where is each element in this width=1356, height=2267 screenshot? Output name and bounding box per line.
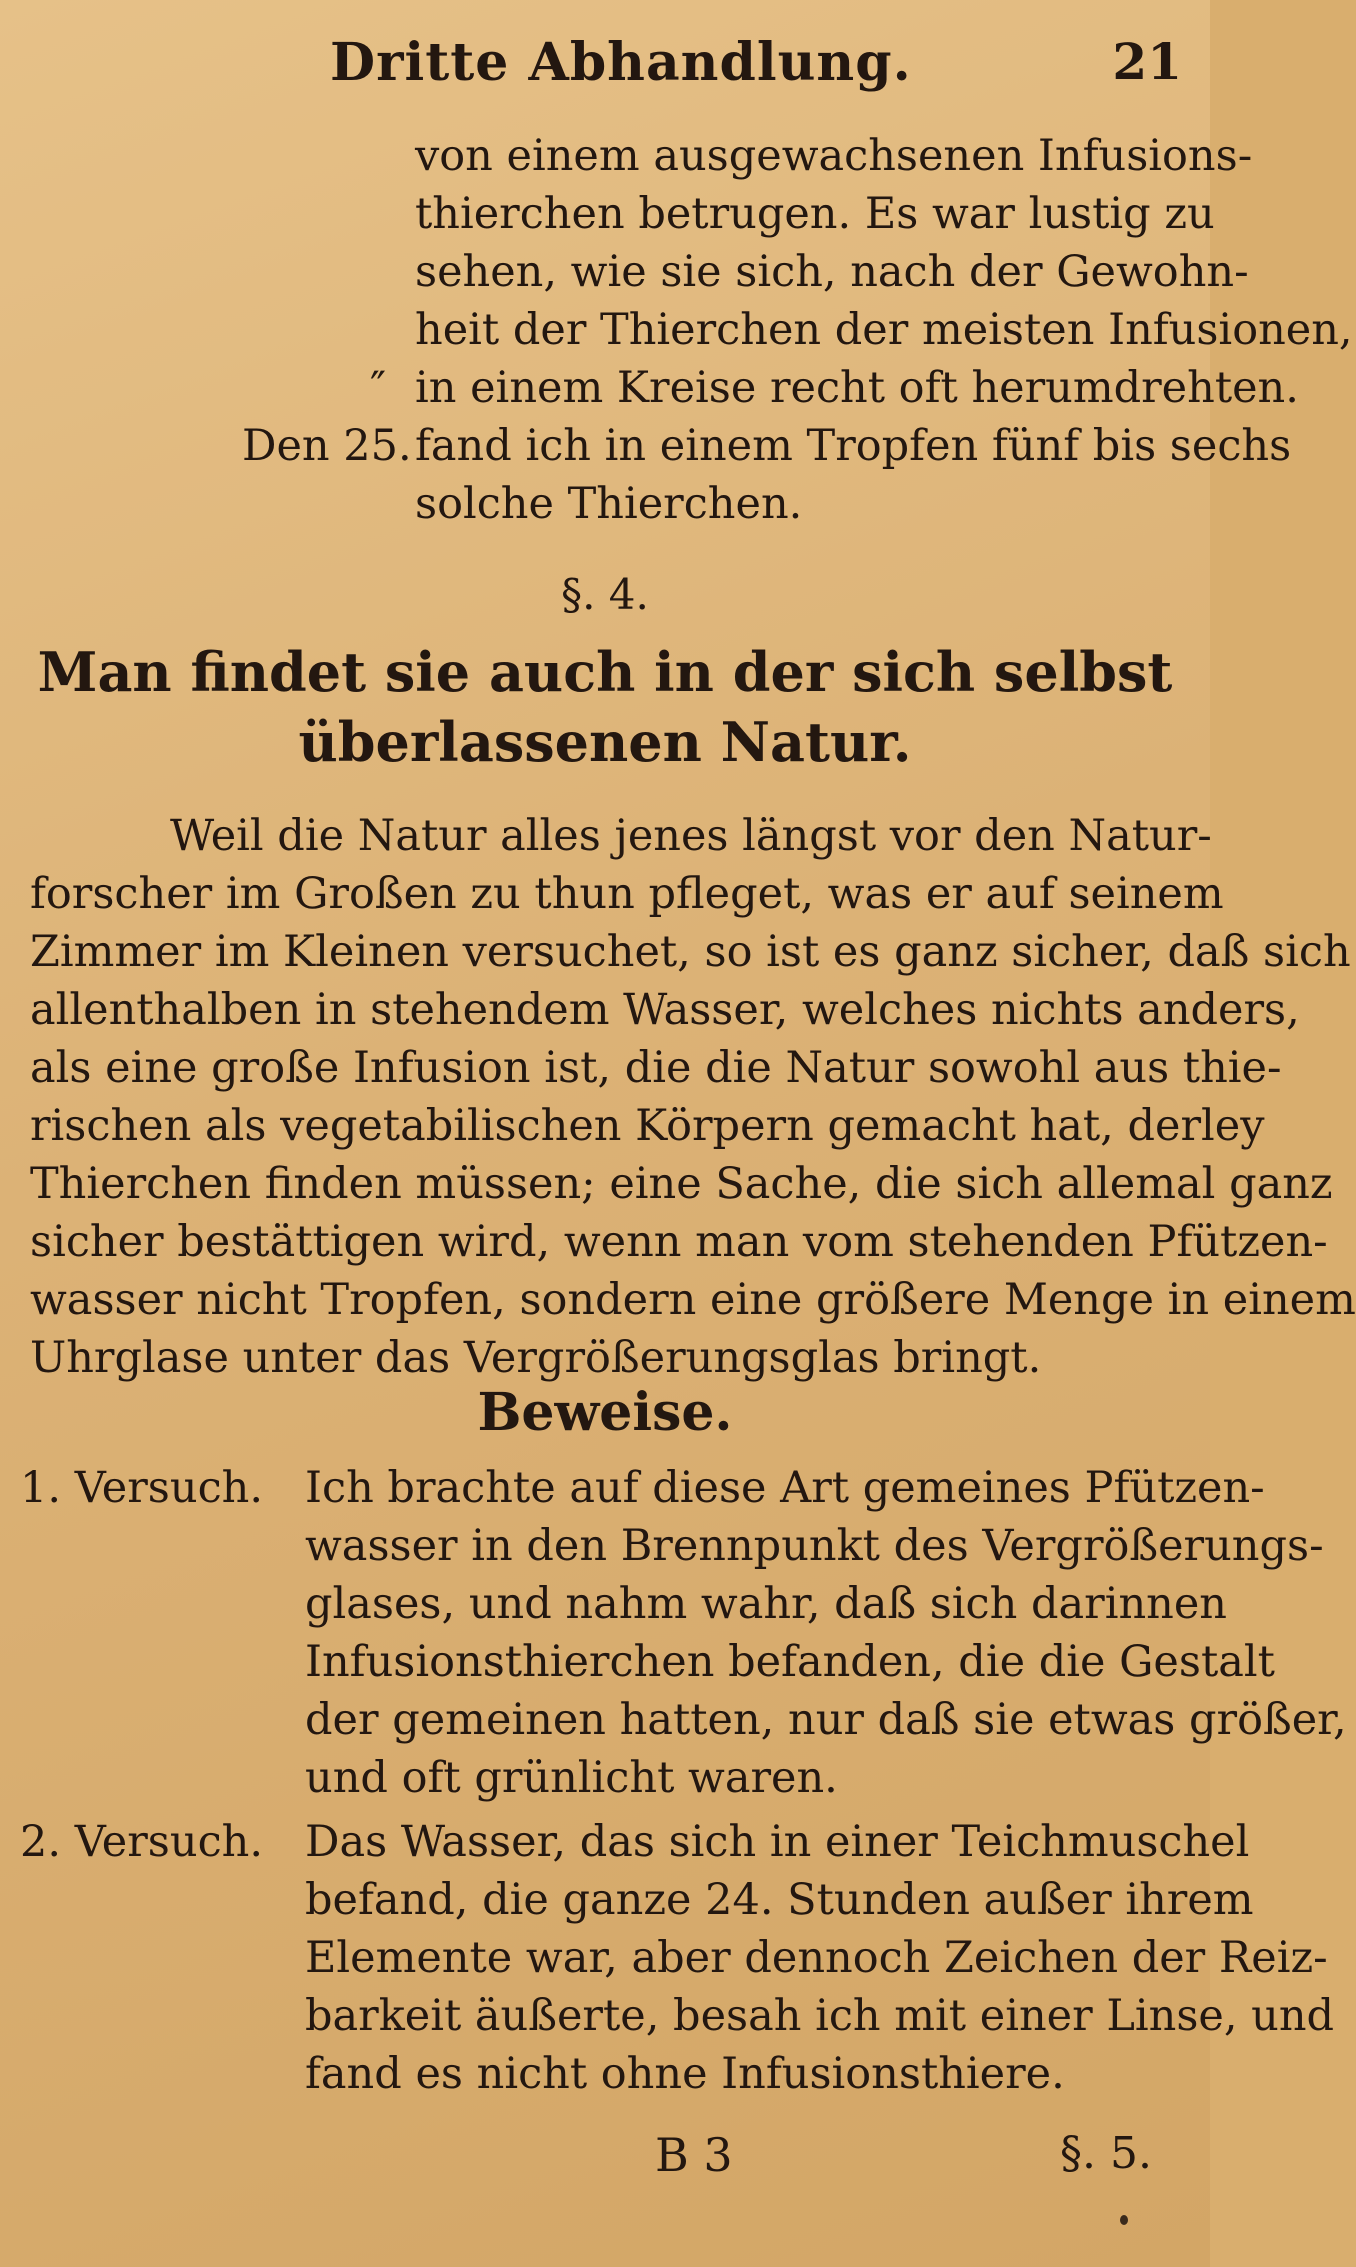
experiment-line: und oft grünlicht waren.: [305, 1753, 838, 1803]
section-title-line: Man findet sie auch in der sich selbst: [37, 640, 1173, 704]
ink-spot: [1120, 2215, 1128, 2225]
paragraph-line: sicher bestättigen wird, wenn man vom stehenden Pfützen-: [30, 1217, 1328, 1267]
proofs-heading: Beweise.: [477, 1382, 733, 1443]
paragraph-line: Weil die Natur alles jenes längst vor den Natur-: [170, 811, 1212, 861]
experiment-line: der gemeinen hatten, nur daß sie etwas größer,: [305, 1695, 1347, 1745]
experiment-label: 1. Versuch.: [20, 1463, 264, 1513]
experiment-label: 2. Versuch.: [20, 1817, 264, 1867]
page-number: 21: [1112, 32, 1182, 91]
intro-line: sehen, wie sie sich, nach der Gewohn-: [415, 247, 1249, 297]
experiment-line: Ich brachte auf diese Art gemeines Pfützen-: [305, 1463, 1265, 1513]
paragraph-line: Thierchen finden müssen; eine Sache, die sich allemal ganz: [30, 1159, 1333, 1209]
paragraph-line: forscher im Großen zu thun pfleget, was er auf seinem: [30, 869, 1224, 919]
page-header: [0, 22, 1210, 102]
page-footer: [0, 2128, 1210, 2208]
intro-line: in einem Kreise recht oft herumdrehten.: [415, 363, 1299, 413]
paragraph-line: Uhrglase unter das Vergrößerungsglas bringt.: [30, 1333, 1042, 1383]
signature-mark: B 3: [655, 2128, 733, 2182]
paragraph-line: als eine große Infusion ist, die die Natur sowohl aus thie-: [30, 1043, 1282, 1093]
intro-line: von einem ausgewachsenen Infusions-: [415, 131, 1253, 181]
experiment-line: Infusionsthierchen befanden, die die Gestalt: [305, 1637, 1275, 1687]
experiment-line: Elemente war, aber dennoch Zeichen der Reiz-: [305, 1933, 1328, 1983]
experiment-line: wasser in den Brennpunkt des Vergrößerungs-: [305, 1521, 1324, 1571]
running-title: Dritte Abhandlung.: [330, 32, 912, 93]
intro-line: heit der Thierchen der meisten Infusionen,: [415, 305, 1353, 355]
experiment-line: fand es nicht ohne Infusionsthiere.: [305, 2049, 1065, 2099]
paragraph-line: allenthalben in stehendem Wasser, welches nichts anders,: [30, 985, 1300, 1035]
section-title-line: überlassenen Natur.: [298, 710, 912, 774]
experiment-line: Das Wasser, das sich in einer Teichmuschel: [305, 1817, 1250, 1867]
section-number: §. 4.: [561, 570, 649, 619]
intro-line: fand ich in einem Tropfen fünf bis sechs: [415, 421, 1292, 471]
intro-line: solche Thierchen.: [415, 479, 803, 529]
paragraph-line: wasser nicht Tropfen, sondern eine größere Menge in einem: [30, 1275, 1356, 1325]
experiment-line: befand, die ganze 24. Stunden außer ihrem: [305, 1875, 1254, 1925]
experiment-line: glases, und nahm wahr, daß sich darinnen: [305, 1579, 1228, 1629]
paragraph-line: Zimmer im Kleinen versuchet, so ist es ganz sicher, daß sich: [30, 927, 1351, 977]
margin-mark: ″: [370, 363, 387, 413]
date-label: Den 25.: [242, 421, 412, 471]
intro-line: thierchen betrugen. Es war lustig zu: [415, 189, 1215, 239]
experiment-line: barkeit äußerte, besah ich mit einer Linse, und: [305, 1991, 1335, 2041]
paragraph-line: rischen als vegetabilischen Körpern gemacht hat, derley: [30, 1101, 1265, 1151]
catchword: §. 5.: [1060, 2128, 1152, 2179]
